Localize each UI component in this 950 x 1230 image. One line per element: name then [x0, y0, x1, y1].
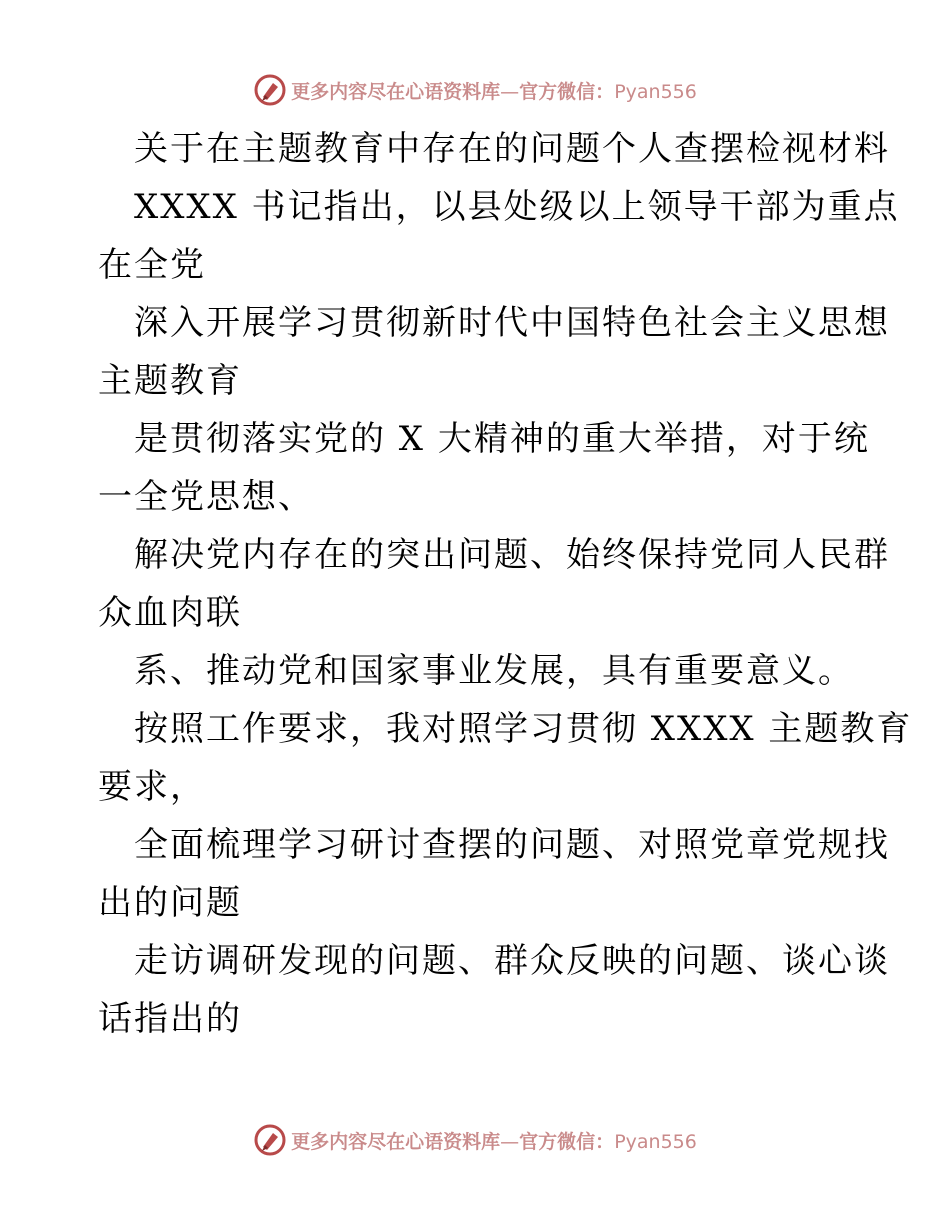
text-line: 话指出的 — [98, 999, 242, 1039]
text-line: 关于在主题教育中存在的问题个人查摆检视材料 — [134, 129, 890, 169]
text-line: 出的问题 — [98, 883, 242, 923]
text-line: 主题教育 — [98, 361, 242, 401]
text-line: 众血肉联 — [98, 593, 242, 633]
document-body — [98, 120, 913, 1048]
text-line: 解决党内存在的突出问题、始终保持党同人民群 — [134, 535, 890, 575]
text-line: 在全党 — [98, 245, 206, 285]
text-line: 全面梳理学习研讨查摆的问题、对照党章党规找 — [134, 825, 890, 865]
pen-logo-icon — [253, 1123, 287, 1157]
text-line: 一全党思想、 — [98, 477, 314, 517]
watermark-text: 更多内容尽在心语资料库—官方微信：Pyan556 — [291, 1130, 697, 1153]
text-line: XXXX 书记指出，以县处级以上领导干部为重点 — [134, 187, 900, 227]
footer-watermark — [0, 1120, 950, 1160]
text-line: 走访调研发现的问题、群众反映的问题、谈心谈 — [134, 941, 890, 981]
text-line: 是贯彻落实党的 X 大精神的重大举措，对于统 — [134, 419, 870, 459]
watermark-text: 更多内容尽在心语资料库—官方微信：Pyan556 — [291, 80, 697, 103]
text-line: 深入开展学习贯彻新时代中国特色社会主义思想 — [134, 303, 890, 343]
header-watermark — [0, 70, 950, 110]
pen-logo-icon — [253, 73, 287, 107]
text-line: 按照工作要求，我对照学习贯彻 XXXX 主题教育 — [134, 709, 913, 749]
text-line: 系、推动党和国家事业发展，具有重要意义。 — [134, 651, 854, 691]
text-line: 要求， — [98, 767, 206, 807]
